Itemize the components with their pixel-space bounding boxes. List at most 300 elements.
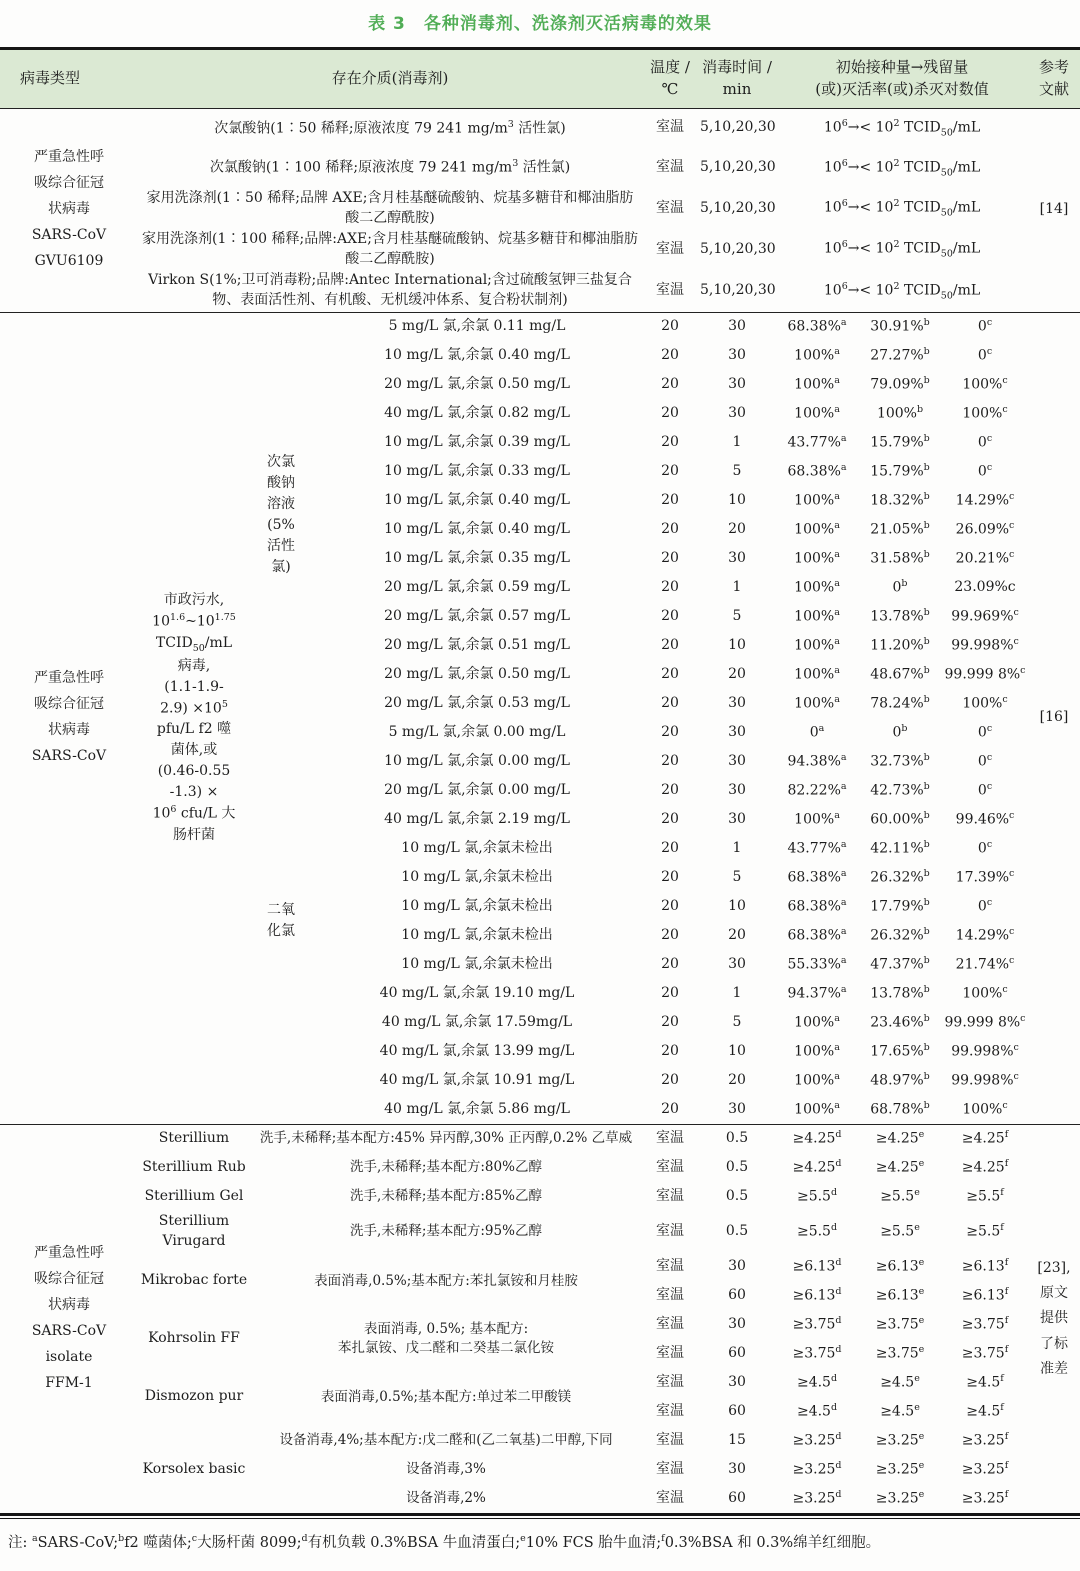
result-b-cell: 42.73%$^b$ <box>870 780 930 799</box>
reference-cell: [14] <box>1028 108 1080 312</box>
media-cell: 次氯酸钠(1∶100 稀释;原液浓度 79 241 $mg/m^3$ 活性氯) <box>209 158 571 177</box>
result-a-cell: 94.37%$^a$ <box>787 983 847 1002</box>
agent-cell: 二氧 化氯 <box>267 901 295 939</box>
concentration-cell: 40 mg/L 氯,余氯 10.91 mg/L <box>379 1071 575 1088</box>
time-cell: 5,10,20,30 <box>700 240 776 257</box>
effects-table <box>0 47 1080 1513</box>
time-cell: 30 <box>728 723 746 740</box>
temperature-cell: 室温 <box>656 1158 685 1175</box>
temperature-cell: 20 <box>661 694 679 711</box>
result-b-cell: 60.00%$^b$ <box>870 809 930 828</box>
time-cell: 20 <box>728 1071 746 1088</box>
result-b-cell: ≥3.75$^e$ <box>875 1344 925 1362</box>
temperature-cell: 室温 <box>656 240 685 257</box>
table-row <box>0 229 1080 270</box>
temperature-cell: 20 <box>661 462 679 479</box>
concentration-cell: 5 mg/L 氯,余氯 0.00 mg/L <box>388 723 566 740</box>
result-b-cell: 23.46%$^b$ <box>870 1012 930 1031</box>
result-a-cell: ≥4.5$^d$ <box>796 1373 838 1391</box>
header-line: min <box>722 79 752 98</box>
result-c-cell: 100%$^c$ <box>962 374 1008 393</box>
result-b-cell: ≥3.75$^e$ <box>875 1315 925 1333</box>
temperature-cell: 20 <box>661 723 679 740</box>
time-cell: 0.5 <box>725 1158 749 1175</box>
result-b-cell: ≥3.25$^e$ <box>875 1489 925 1507</box>
footnote: 注: $^a$SARS-CoV;$^b$f2 噬菌体;$^c$大肠杆菌 8099;$^d$有机负载 0.3%BSA 牛血清蛋白;$^e$10% FCS 胎牛血清;$^f$0.3%BSA 和 0.3%绵羊红细胞。 <box>8 1533 881 1552</box>
concentration-cell: 20 mg/L 氯,余氯 0.50 mg/L <box>384 375 570 392</box>
result-a-cell: ≥5.5$^d$ <box>796 1186 838 1205</box>
result-c-cell: 100%$^c$ <box>962 403 1008 422</box>
result-a-cell: 100%$^a$ <box>794 664 840 683</box>
time-cell: 15 <box>728 1431 746 1448</box>
concentration-cell: 10 mg/L 氯,余氯 0.00 mg/L <box>384 752 570 769</box>
result-a-cell: 100%$^a$ <box>794 693 840 712</box>
temperature-cell: 20 <box>661 926 679 943</box>
time-cell: 30 <box>728 694 746 711</box>
result-b-cell: 68.78%$^b$ <box>870 1099 930 1118</box>
temperature-cell: 20 <box>661 839 679 856</box>
result-cell: $10^6\to< 10^2$ $TCID_{50}/mL$ <box>823 198 981 219</box>
table-row <box>0 148 1080 188</box>
table-row <box>0 1153 1080 1182</box>
result-b-cell: ≥6.13$^e$ <box>875 1286 925 1304</box>
time-cell: 5 <box>732 462 742 479</box>
result-a-cell: 100%$^a$ <box>794 548 840 567</box>
temperature-cell: 20 <box>661 346 679 363</box>
result-c-cell: 99.998%$^c$ <box>951 1041 1019 1060</box>
result-c-cell: 0$^c$ <box>977 896 993 915</box>
result-b-cell: 13.78%$^b$ <box>870 606 930 625</box>
result-a-cell: ≥4.25$^d$ <box>776 1124 858 1153</box>
result-a-cell: 100%$^a$ <box>794 1041 840 1060</box>
concentration-cell: 10 mg/L 氯,余氯未检出 <box>401 868 553 885</box>
temperature-cell: 20 <box>661 1071 679 1088</box>
result-b-cell: 32.73%$^b$ <box>870 751 930 770</box>
product-cell: Mikrobac forte <box>140 1272 248 1289</box>
product-cell: Dismozon pur <box>144 1388 244 1405</box>
temperature-cell: 20 <box>661 607 679 624</box>
concentration-cell: 10 mg/L 氯,余氯 0.40 mg/L <box>384 520 570 537</box>
temperature-cell: 室温 <box>656 1373 685 1390</box>
concentration-cell: 40 mg/L 氯,余氯 13.99 mg/L <box>379 1042 575 1059</box>
concentration-cell: 10 mg/L 氯,余氯未检出 <box>401 955 553 972</box>
concentration-cell: 20 mg/L 氯,余氯 0.00 mg/L <box>384 781 570 798</box>
result-c-cell: ≥4.5$^f$ <box>966 1402 1004 1420</box>
product-cell: Sterillium Virugard <box>158 1213 230 1249</box>
temperature-cell: 20 <box>661 955 679 972</box>
result-b-cell: 0$^b$ <box>892 577 908 596</box>
result-a-cell: 100%$^a$ <box>794 635 840 654</box>
result-b-cell: 26.32%$^b$ <box>870 925 930 944</box>
result-a-cell: ≥4.5$^d$ <box>796 1402 838 1420</box>
result-b-cell: 26.32%$^b$ <box>870 867 930 886</box>
result-b-cell: 17.79%$^b$ <box>870 896 930 915</box>
media-cell: 家用洗涤剂(1∶50 稀释;品牌 AXE;含月桂基醚硫酸钠、烷基多糖苷和椰油脂肪酸二乙醇酰胺) <box>146 190 634 226</box>
result-cell: $10^6\to< 10^2$ $TCID_{50}/mL$ <box>823 157 981 179</box>
result-b-cell: ≥5.5$^e$ <box>880 1222 920 1240</box>
temperature-cell: 20 <box>661 491 679 508</box>
temperature-cell: 20 <box>661 578 679 595</box>
temperature-cell: 20 <box>661 375 679 392</box>
result-a-cell: 82.22%$^a$ <box>787 780 847 799</box>
temperature-cell: 20 <box>661 520 679 537</box>
time-cell: 30 <box>728 955 746 972</box>
time-cell: 30 <box>728 375 746 392</box>
col-result <box>776 49 1028 109</box>
temperature-cell: 室温 <box>656 1460 685 1477</box>
time-cell: 5,10,20,30 <box>700 199 776 216</box>
concentration-cell: 20 mg/L 氯,余氯 0.53 mg/L <box>384 694 570 711</box>
result-cell: $10^6\to< 10^2$ $TCID_{50}/mL$ <box>823 239 981 260</box>
description-cell: 表面消毒,0.5%;基本配方:苯扎氯铵和月桂胺 <box>314 1272 578 1289</box>
result-c-cell: 26.09%$^c$ <box>955 519 1015 538</box>
result-c-cell: 99.46%$^c$ <box>955 809 1015 828</box>
result-a-cell: 68.38%$^a$ <box>787 461 847 480</box>
concentration-cell: 10 mg/L 氯,余氯 0.40 mg/L <box>384 491 570 508</box>
result-c-cell: 99.999 8%$^c$ <box>944 664 1026 683</box>
concentration-cell: 40 mg/L 氯,余氯 0.82 mg/L <box>384 404 570 421</box>
description-cell: 洗手,未稀释;基本配方:80%乙醇 <box>350 1159 542 1176</box>
reference-cell: [16] <box>1028 312 1080 1124</box>
temperature-cell: 室温 <box>656 1402 685 1419</box>
table-row <box>0 1310 1080 1339</box>
table-row <box>0 270 1080 312</box>
result-c-cell: 17.39%$^c$ <box>955 867 1015 886</box>
time-cell: 30 <box>728 1315 746 1332</box>
result-b-cell: 79.09%$^b$ <box>870 374 930 393</box>
temperature-cell: 20 <box>661 1042 679 1059</box>
result-b-cell: 27.27%$^b$ <box>870 345 930 364</box>
result-c-cell: ≥3.25$^f$ <box>961 1460 1009 1478</box>
time-cell: 30 <box>728 1373 746 1390</box>
time-cell: 60 <box>728 1402 746 1419</box>
concentration-cell: 10 mg/L 氯,余氯未检出 <box>401 897 553 914</box>
description-cell: 洗手,未稀释;基本配方:95%乙醇 <box>350 1223 542 1240</box>
temperature-cell: 20 <box>661 636 679 653</box>
time-cell: 60 <box>728 1286 746 1303</box>
concentration-cell: 10 mg/L 氯,余氯未检出 <box>401 839 553 856</box>
result-a-cell: ≥5.5$^d$ <box>796 1222 838 1240</box>
concentration-cell: 40 mg/L 氯,余氯 2.19 mg/L <box>384 810 570 827</box>
temperature-cell: 室温 <box>656 1315 685 1332</box>
product-cell: Kohrsolin FF <box>148 1330 240 1347</box>
time-cell: 1 <box>732 433 742 450</box>
col-time <box>698 49 776 109</box>
temperature-cell: 20 <box>661 868 679 885</box>
time-cell: 5 <box>732 607 742 624</box>
result-c-cell: 99.998%$^c$ <box>951 1070 1019 1089</box>
concentration-cell: 10 mg/L 氯,余氯 0.40 mg/L <box>384 346 570 363</box>
agent-cell: 次氯 酸钠 溶液 (5% 活性 氯) <box>250 312 312 718</box>
time-cell: 30 <box>728 781 746 798</box>
temperature-cell: 20 <box>661 665 679 682</box>
temperature-cell: 室温 <box>656 1222 685 1239</box>
result-c-cell: ≥4.25$^f$ <box>961 1157 1009 1176</box>
result-a-cell: 100%$^a$ <box>794 1099 840 1118</box>
concentration-cell: 10 mg/L 氯,余氯 0.33 mg/L <box>384 462 570 479</box>
time-cell: 5 <box>732 868 742 885</box>
result-a-cell: ≥4.25$^d$ <box>792 1157 842 1176</box>
result-c-cell: 99.998%$^c$ <box>951 635 1019 654</box>
media-cell: Virkon S(1%;卫可消毒粉;品牌:Antec International;含过硫酸氢钾三盐复合物、表面活性剂、有机酸、无机缓冲体系、复合粉状制剂) <box>148 272 632 308</box>
product-cell: Sterillium Gel <box>144 1187 244 1204</box>
time-cell: 30 <box>728 346 746 363</box>
table-header <box>0 49 1080 109</box>
result-c-cell: 14.29%$^c$ <box>955 490 1015 509</box>
result-a-cell: 43.77%$^a$ <box>787 838 847 857</box>
result-a-cell: 100%$^a$ <box>794 577 840 596</box>
description-cell: 设备消毒,3% <box>406 1461 486 1478</box>
header-line: 文献 <box>1039 79 1070 98</box>
temperature-cell: 20 <box>661 781 679 798</box>
temperature-cell: 20 <box>661 810 679 827</box>
col-media: 存在介质(消毒剂) <box>138 49 642 109</box>
temperature-cell: 室温 <box>642 1124 698 1153</box>
temperature-cell: 室温 <box>656 1489 685 1506</box>
time-cell: 0.5 <box>698 1124 776 1153</box>
time-cell: 30 <box>728 810 746 827</box>
result-c-cell: 0$^c$ <box>977 345 993 364</box>
table-row <box>0 1426 1080 1455</box>
result-c-cell: 14.29%$^c$ <box>955 925 1015 944</box>
result-b-cell: ≥4.5$^e$ <box>880 1402 920 1420</box>
time-cell: 1 <box>732 839 742 856</box>
result-c-cell: ≥3.25$^f$ <box>961 1489 1009 1507</box>
result-b-cell: ≥4.5$^e$ <box>880 1373 920 1391</box>
result-c-cell: 0$^c$ <box>977 780 993 799</box>
temperature-cell: 20 <box>661 752 679 769</box>
time-cell: 0.5 <box>725 1222 749 1239</box>
result-a-cell: 68.38%$^a$ <box>787 896 847 915</box>
table-row <box>0 108 1080 148</box>
result-b-cell: 21.05%$^b$ <box>870 519 930 538</box>
time-cell: 10 <box>728 1042 746 1059</box>
result-b-cell: 100%$^b$ <box>876 403 924 422</box>
result-cell: $10^6\to< 10^2$ $TCID_{50}/mL$ <box>776 108 1028 148</box>
table-body <box>0 108 1080 1513</box>
header-line: 初始接种量→残留量 <box>835 58 969 76</box>
product-cell: Korsolex basic <box>142 1460 246 1477</box>
result-a-cell: 68.38%$^a$ <box>787 925 847 944</box>
virus-type-cell: 严重急性呼 吸综合征冠 状病毒 SARS-CoV isolate FFM-1 <box>0 1124 138 1513</box>
concentration-cell: 10 mg/L 氯,余氯未检出 <box>401 926 553 943</box>
time-cell: 30 <box>728 1460 746 1477</box>
result-b-cell: 30.91%$^b$ <box>858 312 942 341</box>
result-a-cell: ≥3.25$^d$ <box>792 1431 842 1449</box>
result-b-cell: ≥3.25$^e$ <box>875 1431 925 1449</box>
temperature-cell: 室温 <box>656 199 685 216</box>
result-a-cell: 43.77%$^a$ <box>787 432 847 451</box>
temperature-cell: 20 <box>661 897 679 914</box>
concentration-cell: 20 mg/L 氯,余氯 0.59 mg/L <box>384 578 570 595</box>
result-b-cell: 47.37%$^b$ <box>870 954 930 973</box>
header-line: 参考 <box>1039 58 1070 76</box>
col-virus-type: 病毒类型 <box>0 49 138 109</box>
result-b-cell: 31.58%$^b$ <box>870 548 930 567</box>
result-b-cell: ≥6.13$^e$ <box>875 1257 925 1275</box>
result-a-cell: 100%$^a$ <box>794 374 840 393</box>
result-b-cell: 78.24%$^b$ <box>870 693 930 712</box>
result-b-cell: ≥4.25$^e$ <box>858 1124 942 1153</box>
result-b-cell: 48.97%$^b$ <box>870 1070 930 1089</box>
time-cell: 20 <box>728 926 746 943</box>
result-b-cell: 48.67%$^b$ <box>870 664 930 683</box>
result-c-cell: 100%$^c$ <box>962 983 1008 1002</box>
description-cell: 洗手,未稀释;基本配方:45% 异丙醇,30% 正丙醇,0.2% 乙草威 <box>250 1124 642 1153</box>
time-cell: 30 <box>728 1100 746 1117</box>
result-a-cell: 100%$^a$ <box>794 490 840 509</box>
result-c-cell: 0$^c$ <box>977 722 993 741</box>
time-cell: 5 <box>732 1013 742 1030</box>
temperature-cell: 20 <box>661 549 679 566</box>
temperature-cell: 室温 <box>656 1257 685 1274</box>
col-temperature <box>642 49 698 109</box>
temperature-cell: 室温 <box>656 1187 685 1204</box>
result-a-cell: 100%$^a$ <box>794 809 840 828</box>
concentration-cell: 10 mg/L 氯,余氯 0.39 mg/L <box>384 433 570 450</box>
result-a-cell: 100%$^a$ <box>794 1012 840 1031</box>
reference-cell: [23], 原文 提供 了标 准差 <box>1028 1124 1080 1513</box>
table-row <box>0 188 1080 229</box>
time-cell: 30 <box>728 404 746 421</box>
result-b-cell: 0$^b$ <box>892 722 908 741</box>
description-cell: 表面消毒,0.5%;基本配方:单过苯二甲酸镁 <box>320 1388 572 1405</box>
table-title: 表 3 各种消毒剂、洗涤剂灭活病毒的效果 <box>368 14 712 34</box>
result-c-cell: ≥4.5$^f$ <box>966 1373 1004 1391</box>
header-line: 温度 / <box>650 58 690 76</box>
header-row <box>0 49 1080 109</box>
product-cell: Sterillium <box>138 1124 250 1153</box>
result-c-cell: 0$^c$ <box>977 461 993 480</box>
result-a-cell: 0$^a$ <box>809 722 825 741</box>
temperature-cell: 20 <box>661 404 679 421</box>
result-c-cell: 0$^c$ <box>942 312 1028 341</box>
result-c-cell: ≥5.5$^f$ <box>966 1186 1004 1205</box>
result-a-cell: 100%$^a$ <box>794 1070 840 1089</box>
result-a-cell: 100%$^a$ <box>794 403 840 422</box>
time-cell: 10 <box>728 897 746 914</box>
table-row <box>0 1252 1080 1281</box>
concentration-cell: 20 mg/L 氯,余氯 0.57 mg/L <box>384 607 570 624</box>
concentration-cell: 20 mg/L 氯,余氯 0.50 mg/L <box>384 665 570 682</box>
result-b-cell: ≥3.25$^e$ <box>875 1460 925 1478</box>
result-c-cell: 21.74%$^c$ <box>955 954 1015 973</box>
concentration-cell: 40 mg/L 氯,余氯 5.86 mg/L <box>384 1100 570 1117</box>
result-a-cell: ≥6.13$^d$ <box>792 1286 842 1304</box>
time-cell: 10 <box>728 491 746 508</box>
temperature-cell: 室温 <box>656 282 685 299</box>
result-c-cell: ≥5.5$^f$ <box>966 1222 1004 1240</box>
time-cell: 30 <box>728 752 746 769</box>
result-b-cell: 13.78%$^b$ <box>870 983 930 1002</box>
concentration-cell: 40 mg/L 氯,余氯 17.59mg/L <box>381 1013 573 1030</box>
table-row <box>0 1368 1080 1397</box>
concentration-cell: 5 mg/L 氯,余氯 0.11 mg/L <box>312 312 642 341</box>
temperature-cell: 室温 <box>642 108 698 148</box>
result-c-cell: 99.999 8%$^c$ <box>944 1012 1026 1031</box>
table-row <box>0 312 1080 341</box>
concentration-cell: 40 mg/L 氯,余氯 19.10 mg/L <box>379 984 575 1001</box>
time-cell: 60 <box>728 1489 746 1506</box>
time-cell: 20 <box>728 665 746 682</box>
result-b-cell: 11.20%$^b$ <box>870 635 930 654</box>
concentration-cell: 20 mg/L 氯,余氯 0.51 mg/L <box>384 636 570 653</box>
result-c-cell: 0$^c$ <box>977 838 993 857</box>
time-cell: 30 <box>728 549 746 566</box>
time-cell: 30 <box>698 312 776 341</box>
table-row <box>0 1124 1080 1153</box>
result-b-cell: ≥5.5$^e$ <box>880 1186 920 1205</box>
result-c-cell: 23.09%c <box>954 578 1016 595</box>
result-c-cell: 20.21%$^c$ <box>955 548 1015 567</box>
description-cell: 表面消毒, 0.5%; 基本配方: 苯扎氯铵、戊二醛和二癸基二氯化铵 <box>338 1321 554 1357</box>
temperature-cell: 20 <box>661 433 679 450</box>
result-a-cell: 55.33%$^a$ <box>787 954 847 973</box>
result-c-cell: ≥3.75$^f$ <box>961 1315 1009 1333</box>
header-line: 消毒时间 / <box>702 58 772 76</box>
time-cell: 5,10,20,30 <box>698 108 776 148</box>
media-cell: 次氯酸钠(1∶50 稀释;原液浓度 79 241 $mg/m^3$ 活性氯) <box>138 108 642 148</box>
result-a-cell: ≥6.13$^d$ <box>792 1257 842 1275</box>
product-cell: Sterillium Rub <box>142 1158 246 1175</box>
time-cell: 10 <box>728 636 746 653</box>
time-cell: 60 <box>728 1344 746 1361</box>
result-b-cell: 42.11%$^b$ <box>870 838 930 857</box>
description-cell: 洗手,未稀释;基本配方:85%乙醇 <box>350 1188 542 1205</box>
result-c-cell: 100%$^c$ <box>962 693 1008 712</box>
temperature-cell: 室温 <box>656 1344 685 1361</box>
description-cell: 设备消毒,4%;基本配方:戊二醛和(乙二氧基)二甲醇,下同 <box>279 1432 613 1449</box>
time-cell: 30 <box>728 1257 746 1274</box>
result-c-cell: 99.969%$^c$ <box>951 606 1019 625</box>
description-cell: 设备消毒,2% <box>406 1490 486 1507</box>
result-a-cell: 68.38%$^a$ <box>776 312 858 341</box>
temperature-cell: 室温 <box>656 1286 685 1303</box>
result-a-cell: ≥3.25$^d$ <box>792 1460 842 1478</box>
result-b-cell: ≥4.25$^e$ <box>875 1157 925 1176</box>
table-row <box>0 1182 1080 1211</box>
result-cell: $10^6\to< 10^2$ $TCID_{50}/mL$ <box>823 280 981 302</box>
result-a-cell: ≥3.75$^d$ <box>792 1315 842 1333</box>
result-c-cell: 0$^c$ <box>977 751 993 770</box>
temperature-cell: 20 <box>642 312 698 341</box>
result-b-cell: 18.32%$^b$ <box>870 490 930 509</box>
result-a-cell: 94.38%$^a$ <box>787 751 847 770</box>
media-cell: 家用洗涤剂(1∶100 稀释;品牌:AXE;含月桂基醚硫酸钠、烷基多糖苷和椰油脂肪酸二乙醇酰胺) <box>142 231 638 267</box>
result-c-cell: ≥6.13$^f$ <box>961 1286 1009 1304</box>
result-a-cell: 100%$^a$ <box>794 606 840 625</box>
temperature-cell: 20 <box>661 1013 679 1030</box>
temperature-cell: 室温 <box>656 159 685 176</box>
temperature-cell: 20 <box>661 984 679 1001</box>
result-b-cell: 15.79%$^b$ <box>870 461 930 480</box>
result-c-cell: ≥4.25$^f$ <box>942 1124 1028 1153</box>
header-line: (或)灭活率(或)杀灭对数值 <box>815 79 989 98</box>
result-a-cell: 68.38%$^a$ <box>787 867 847 886</box>
table-row <box>0 1211 1080 1252</box>
media-cell: 市政污水, $10^{1.6}\sim 10^{1.75}$ $TCID_{50}/mL$ 病毒, (1.1-1.9- $2.9) \times 10^5$ pfu/L f2 噬 菌体,或 (0.46-0.55 -1.3) × $10^6$ cfu/L 大 肠杆菌 <box>138 312 250 1124</box>
result-b-cell: 17.65%$^b$ <box>870 1041 930 1060</box>
result-c-cell: ≥3.75$^f$ <box>961 1344 1009 1362</box>
result-a-cell: 100%$^a$ <box>794 519 840 538</box>
result-c-cell: 100%$^c$ <box>962 1099 1008 1118</box>
temperature-cell: 20 <box>661 1100 679 1117</box>
concentration-cell: 10 mg/L 氯,余氯 0.35 mg/L <box>384 549 570 566</box>
time-cell: 20 <box>728 520 746 537</box>
result-b-cell: 15.79%$^b$ <box>870 432 930 451</box>
time-cell: 1 <box>732 984 742 1001</box>
result-a-cell: ≥3.75$^d$ <box>792 1344 842 1362</box>
